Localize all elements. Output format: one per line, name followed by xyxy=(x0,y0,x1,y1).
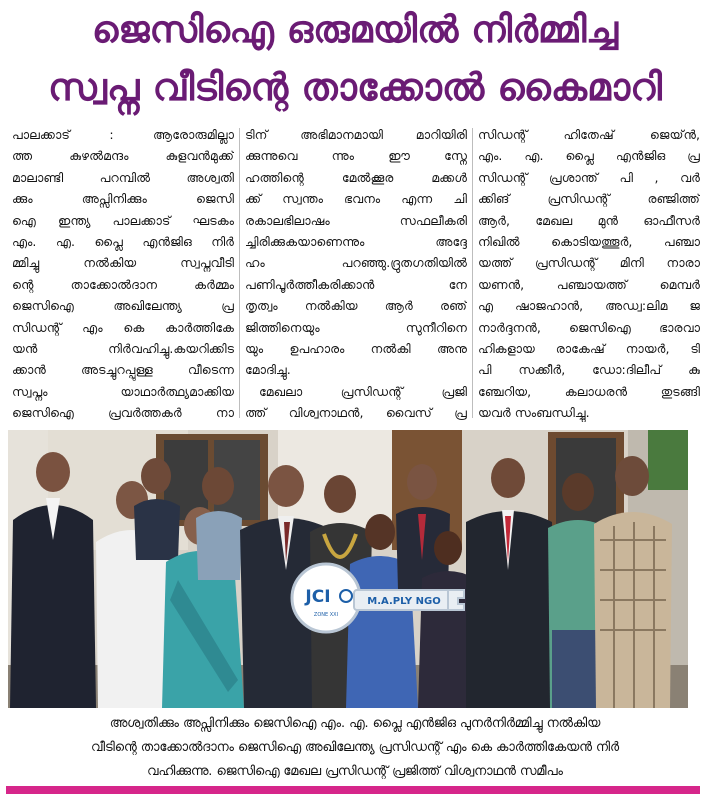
article-line: പി സക്കീർ, ഡോ:ദിലീപ് കു xyxy=(478,362,700,378)
caption-line: വീടിന്റെ താക്കോൽദാനം ജെസിഐ അഖിലേന്ത്യ പ്രസിഡന്റ് എം കെ കാർത്തികേയൻ നിർ xyxy=(90,740,619,755)
article-line: ജെസിഐ അഖിലേന്ത്യ പ്ര xyxy=(12,298,234,314)
column-divider xyxy=(239,128,240,418)
article-line: യൻ നിർവഹിച്ചു.കയറിക്കിട xyxy=(12,340,234,356)
article-line: ഹം പറഞ്ഞു.ദ്രുതഗതിയിൽ xyxy=(245,255,467,271)
article-line: ഞ്ചേറിയ, കലാധരൻ തുടങ്ങി xyxy=(478,383,700,399)
photo-caption xyxy=(30,712,680,784)
article-line: ഹികളായ രാകേഷ് നായർ, ടി xyxy=(478,340,700,356)
article-line: ച്ചിരിക്കുകയാണെന്നും അദ്ദേ xyxy=(245,233,467,249)
article-column-1 xyxy=(12,124,234,422)
key-shaft-text: M.A.PLY NGO xyxy=(367,596,441,607)
article-column-2 xyxy=(245,124,467,422)
article-line: ടിന് അഭിമാനമായി മാറിയിരി xyxy=(245,127,467,142)
article-line: സ്വപ്നം യാഥാർത്ഥ്യമാക്കിയ xyxy=(12,383,234,399)
article-line: മേഖലാ പ്രസിഡന്റ് പ്രജി xyxy=(259,383,467,399)
article-line: ജെസിഐ പ്രവർത്തകർ നാ xyxy=(12,405,234,421)
accent-bar xyxy=(6,786,700,794)
article-line: യവർ സംബന്ധിച്ചു. xyxy=(478,405,590,421)
article-line: ക്കാൻ അടച്ചുറപ്പുള്ള വീടെന്ന xyxy=(12,362,234,378)
column-divider xyxy=(472,128,473,418)
article-line: നിഖിൽ കൊടിയത്തൂർ, പഞ്ചാ xyxy=(478,233,700,249)
key-handover-photo xyxy=(8,430,688,708)
article-line: ക്കും അപ്സിനിക്കും ജെസി xyxy=(12,191,234,207)
caption-line: അശ്വതിക്കും അപ്സിനിക്കും ജെസിഐ എം. എ. പ്ലൈ എൻജിഒ പുനർനിർമ്മിച്ചു നൽകിയ xyxy=(109,716,601,731)
article-line: സിഡന്റ് പ്രശാന്ത് പി , വർ xyxy=(478,169,700,185)
article-line: ന്റെ താക്കോൽദാന കർമ്മം xyxy=(12,276,234,292)
caption-line: വഹിക്കുന്നു. ജെസിഐ മേഖല പ്രസിഡന്റ് പ്രജിത്ത് വിശ്വനാഥൻ സമീപം xyxy=(147,764,563,779)
event-photo xyxy=(8,430,688,708)
article-line: ക്കുന്നുവെ ന്നും ഈ സ്നേ xyxy=(245,148,467,164)
article-line: ക്ക് സ്വന്തം ഭവനം എന്ന ചി xyxy=(245,191,467,207)
article-line: ഹത്തിന്റെ മേൽക്കൂര മക്കൾ xyxy=(245,169,467,185)
article-line: സിഡന്റ് ഹിതേഷ് ജെയ്ൻ, xyxy=(478,127,700,142)
article-line: ജിത്തിനെയും സുനീറിനെ xyxy=(245,319,467,335)
key-logo-subtext: ZONE XXI xyxy=(313,612,339,618)
article-line: എം. എ. പ്ലൈ എൻജിഒ പ്ര xyxy=(478,148,700,164)
headline-line-1: ജെസിഐ ഒരുമയിൽ നിർമ്മിച്ച xyxy=(91,8,619,51)
key-logo-text: JCI xyxy=(305,587,331,607)
article-line: യണൻ, പഞ്ചായത്ത് മെമ്പർ xyxy=(478,276,700,292)
article-line: മ്മിച്ചു നൽകിയ സ്വപ്നവീടി xyxy=(12,255,234,271)
article-line: നാർദ്ദനൻ, ജെസിഐ ഭാരവാ xyxy=(478,319,700,335)
article-line: ക്കിങ് പ്രസിഡന്റ് രഞ്ജിത്ത് xyxy=(478,191,700,207)
article-body xyxy=(12,124,700,422)
article-line: സിഡന്റ് എം കെ കാർത്തികേ xyxy=(12,319,234,335)
article-line: മാലാണ്ടി പറമ്പിൽ അശ്വതി xyxy=(12,169,234,185)
article-line: ഐ ഇന്ത്യ പാലക്കാട് ഘടകം xyxy=(12,212,234,228)
article-line: പാലക്കാട് : ആരോരുമില്ലാ xyxy=(12,127,234,142)
article-line: പണിപൂർത്തീകരിക്കാൻ നേ xyxy=(245,276,467,292)
article-line: തൃത്വം നൽകിയ ആർ രഞ് xyxy=(245,298,467,314)
foliage xyxy=(648,430,688,490)
article-line: രകാലഭിലാഷം സഫലീകരി xyxy=(245,212,467,228)
article-line: യും ഉപഹാരം നൽകി അനു xyxy=(245,340,467,356)
article-line: ത്ത് വിശ്വനാഥൻ, വൈസ് പ്ര xyxy=(245,405,467,421)
article-line: എ ഷാജഹാൻ, അഡ്വ:ലിമ ജ xyxy=(478,298,700,314)
article-column-3 xyxy=(478,124,700,422)
article-line: യത്ത് പ്രസിഡന്റ് മിനി നാരാ xyxy=(478,255,700,271)
article-line: മോദിച്ചു. xyxy=(245,362,291,378)
article-line: എം. എ. പ്ലൈ എൻജിഒ നിർ xyxy=(12,233,234,249)
article-line: ത്ത കുഴൽമന്ദം കുളവൻമുക്ക് xyxy=(12,148,234,164)
headline-line-2: സ്വപ്ന വീടിന്റെ താക്കോൽ കൈമാറി xyxy=(48,65,662,109)
article-line: ആർ, മേഖല മുൻ ഓഫീസർ xyxy=(478,212,700,228)
